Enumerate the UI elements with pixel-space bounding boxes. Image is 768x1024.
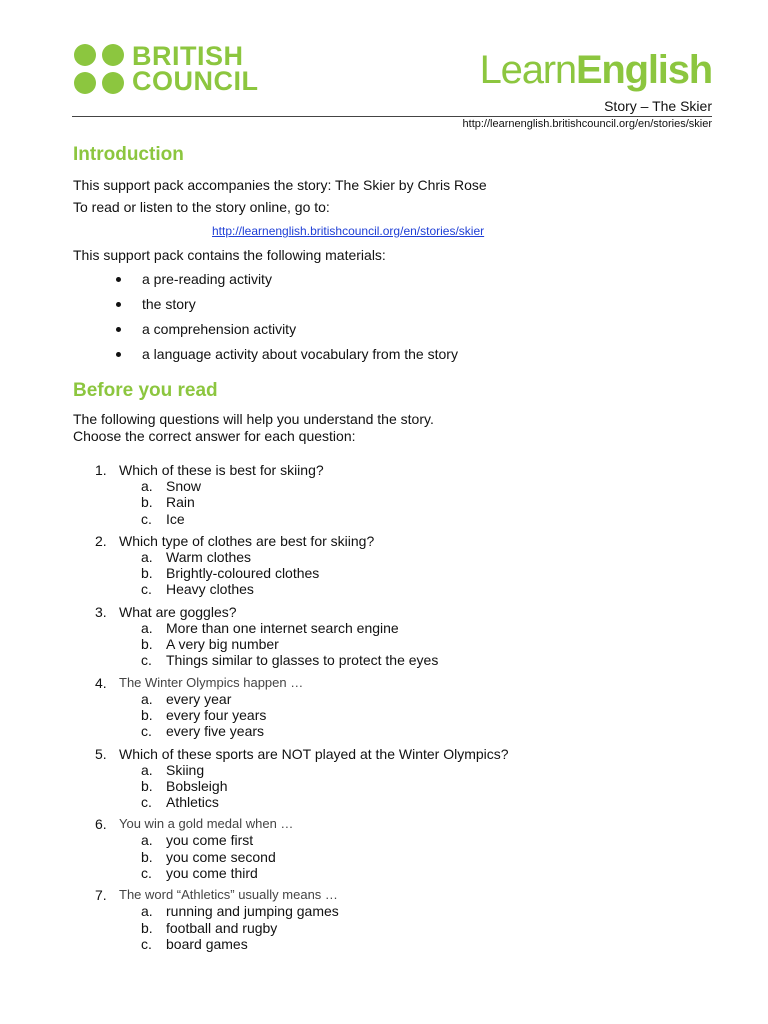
british-council-logo: [74, 41, 259, 96]
question-text: You win a gold medal when …: [119, 816, 294, 832]
option-item: a. Snow: [141, 478, 202, 494]
list-item: the story: [114, 296, 458, 321]
option-item: b. every four years: [141, 706, 267, 723]
option-item: c. Ice: [141, 510, 185, 527]
question-number: 5.: [95, 745, 107, 762]
question-5: [95, 746, 715, 811]
bullet-icon: [116, 277, 121, 282]
option-item: b. A very big number: [141, 636, 279, 653]
option-item: a. running and jumping games: [141, 903, 339, 920]
option-item: c. board games: [141, 935, 248, 952]
option-item: c. you come third: [141, 865, 258, 882]
british-council-wordmark: [132, 41, 259, 96]
option-item: c. every five years: [141, 723, 265, 740]
option-item: a. every year: [141, 690, 232, 707]
question-number: 7.: [95, 887, 107, 904]
story-url: http://learnenglish.britishcouncil.org/en/stories/skier: [462, 118, 712, 130]
story-link[interactable]: http://learnenglish.britishcouncil.org/en/stories/skier: [212, 224, 485, 238]
list-item: a comprehension activity: [114, 321, 458, 346]
question-text: Which of these sports are NOT played at the Winter Olympics?: [119, 745, 509, 762]
question-6: [95, 816, 715, 881]
british-council-dots-icon: [74, 44, 124, 94]
option-item: a. Warm clothes: [141, 548, 252, 565]
before-line-2: Choose the correct answer for each question:: [73, 428, 356, 444]
option-item: b. Brightly-coloured clothes: [141, 565, 320, 582]
introduction-heading: Introduction: [73, 144, 184, 165]
le-logo-english: English: [575, 48, 712, 92]
option-item: a. More than one internet search engine: [141, 619, 399, 636]
option-item: a. you come first: [141, 832, 254, 849]
question-number: 4.: [95, 674, 107, 691]
question-4: [95, 675, 715, 740]
story-title: Story – The Skier: [604, 98, 712, 114]
option-item: a. Skiing: [141, 761, 205, 778]
question-1: [95, 462, 715, 527]
option-item: b. Bobsleigh: [141, 777, 228, 794]
bullet-icon: [116, 302, 121, 307]
option-item: c. Heavy clothes: [141, 581, 254, 598]
question-text: The word “Athletics” usually means …: [119, 887, 338, 903]
option-item: c. Things similar to glasses to protect the eyes: [141, 652, 439, 669]
bc-word-british: BRITISH: [132, 41, 244, 71]
question-number: 2.: [95, 532, 107, 549]
bc-word-council: COUNCIL: [132, 66, 259, 96]
option-item: b. you come second: [141, 848, 276, 865]
question-list: [95, 462, 715, 958]
intro-paragraph-3: This support pack contains the following materials:: [73, 247, 386, 263]
before-line-1: The following questions will help you understand the story.: [73, 411, 434, 427]
before-you-read-heading: Before you read: [73, 380, 218, 401]
materials-list: [114, 271, 458, 371]
question-number: 3.: [95, 603, 107, 620]
list-item: a language activity about vocabulary from the story: [114, 346, 458, 371]
bullet-icon: [116, 352, 121, 357]
header-divider: [72, 116, 712, 117]
list-item: a pre-reading activity: [114, 271, 458, 296]
question-number: 6.: [95, 816, 107, 833]
option-item: b. Rain: [141, 494, 195, 511]
question-text: Which of these is best for skiing?: [119, 462, 324, 478]
question-number: 1.: [95, 462, 107, 478]
intro-paragraph-2: To read or listen to the story online, go to:: [73, 199, 330, 215]
question-text: The Winter Olympics happen …: [119, 674, 304, 690]
option-item: b. football and rugby: [141, 919, 278, 936]
question-text: What are goggles?: [119, 603, 237, 620]
bullet-icon: [116, 327, 121, 332]
option-item: c. Athletics: [141, 794, 219, 811]
le-logo-learn: Learn: [479, 48, 576, 92]
intro-paragraph-1: This support pack accompanies the story: The Skier by Chris Rose: [73, 177, 487, 193]
question-7: [95, 887, 715, 952]
learnenglish-logo: [480, 48, 712, 93]
question-2: [95, 533, 715, 598]
question-3: [95, 604, 715, 669]
question-text: Which type of clothes are best for skiing?: [119, 532, 375, 549]
